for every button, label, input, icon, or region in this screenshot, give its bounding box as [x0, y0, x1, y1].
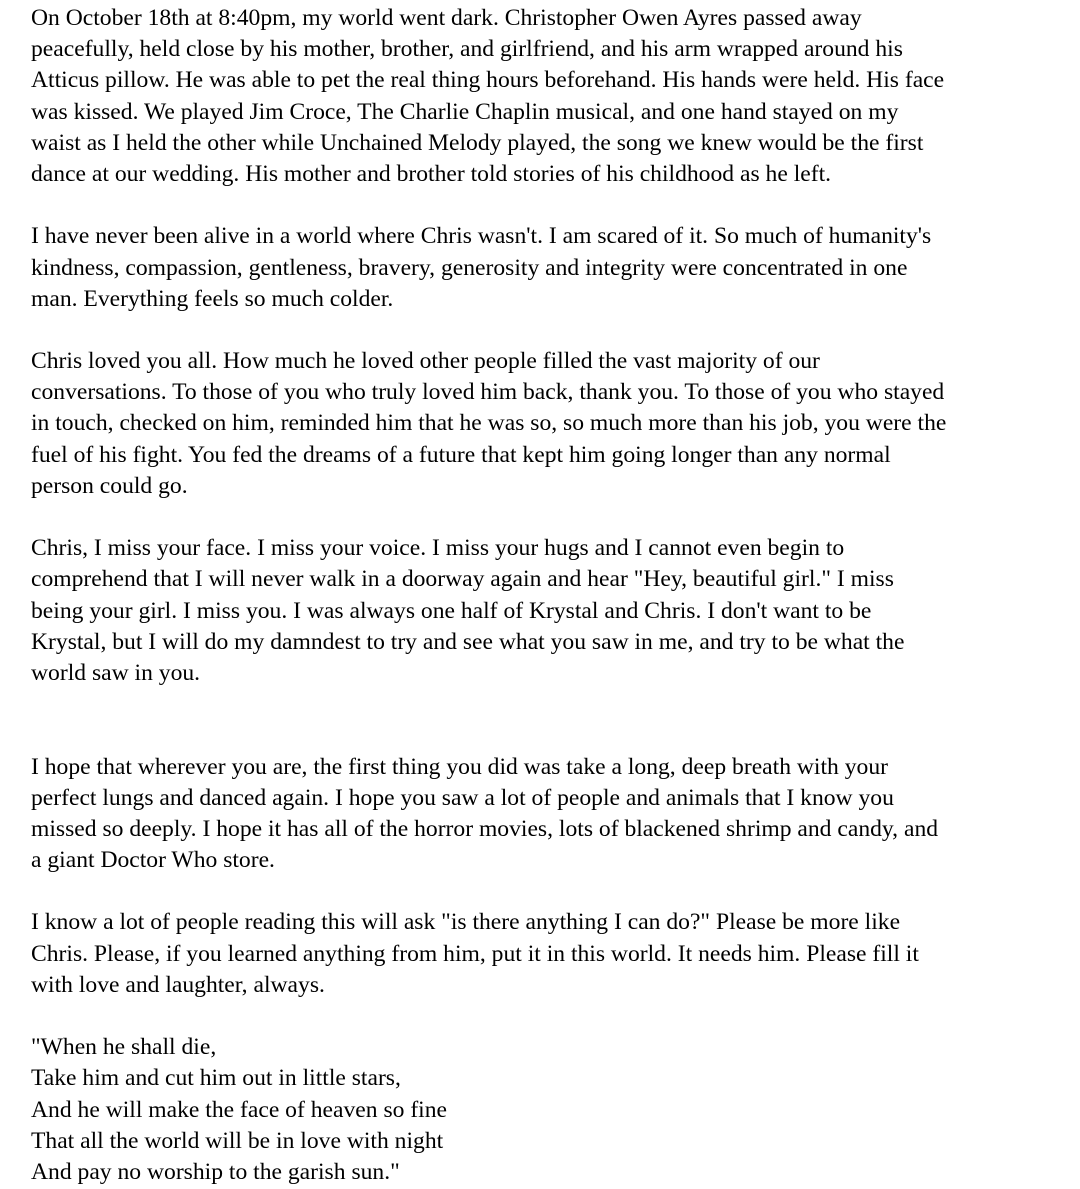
text-line: was kissed. We played Jim Croce, The Charlie Chaplin musical, and one hand stayed on my — [31, 98, 899, 125]
text-line: Krystal, but I will do my damndest to try and see what you saw in me, and try to be what the — [31, 628, 905, 655]
poem-line: Take him and cut him out in little stars, — [31, 1065, 401, 1092]
text-line: man. Everything feels so much colder. — [31, 285, 394, 312]
text-line: kindness, compassion, gentleness, bravery, generosity and integrity were concentrated in one — [31, 254, 908, 281]
text-line: being your girl. I miss you. I was always one half of Krystal and Chris. I don't want to be — [31, 597, 872, 624]
text-line: world saw in you. — [31, 659, 201, 686]
paragraph-request — [31, 907, 1061, 1001]
document-page — [31, 3, 1061, 1188]
text-line: dance at our wedding. His mother and brother told stories of his childhood as he left. — [31, 160, 832, 187]
text-line: Atticus pillow. He was able to pet the real thing hours beforehand. His hands were held. His face — [31, 67, 945, 94]
text-line: peacefully, held close by his mother, brother, and girlfriend, and his arm wrapped around his — [31, 36, 903, 63]
text-line: Chris. Please, if you learned anything from him, put it in this world. It needs him. Please fill it — [31, 940, 919, 967]
paragraph-spacer — [31, 1001, 1061, 1032]
text-line: in touch, checked on him, reminded him that he was so, so much more than his job, you were the — [31, 410, 947, 437]
text-line: missed so deeply. I hope it has all of the horror movies, lots of blackened shrimp and candy, and — [31, 815, 939, 842]
paragraph-thanks — [31, 346, 1061, 502]
poem-quote — [31, 1032, 1061, 1188]
paragraph-miss-you — [31, 533, 1061, 689]
poem-line: And pay no worship to the garish sun." — [31, 1158, 400, 1185]
text-line: Chris loved you all. How much he loved other people filled the vast majority of our — [31, 348, 820, 375]
poem-line: And he will make the face of heaven so fine — [31, 1096, 448, 1123]
text-line: a giant Doctor Who store. — [31, 847, 275, 874]
paragraph-spacer — [31, 190, 1061, 221]
text-line: conversations. To those of you who truly loved him back, thank you. To those of you who stayed — [31, 379, 945, 406]
text-line: comprehend that I will never walk in a doorway again and hear "Hey, beautiful girl." I miss — [31, 566, 894, 593]
text-line: perfect lungs and danced again. I hope you saw a lot of people and animals that I know you — [31, 784, 894, 811]
paragraph-world — [31, 221, 1061, 315]
text-line: Chris, I miss your face. I miss your voice. I miss your hugs and I cannot even begin to — [31, 535, 845, 562]
poem-line: That all the world will be in love with night — [31, 1127, 444, 1154]
text-line: fuel of his fight. You fed the dreams of a future that kept him going longer than any normal — [31, 441, 891, 468]
paragraph-spacer — [31, 502, 1061, 533]
text-line: I know a lot of people reading this will ask "is there anything I can do?" Please be more like — [31, 909, 901, 936]
paragraph-spacer — [31, 689, 1061, 751]
poem-line: "When he shall die, — [31, 1034, 217, 1061]
paragraph-spacer — [31, 876, 1061, 907]
text-line: waist as I held the other while Unchained Melody played, the song we knew would be the first — [31, 129, 924, 156]
text-line: I have never been alive in a world where Chris wasn't. I am scared of it. So much of humanity's — [31, 223, 932, 250]
text-line: with love and laughter, always. — [31, 971, 325, 998]
text-line: On October 18th at 8:40pm, my world went dark. Christopher Owen Ayres passed away — [31, 5, 862, 31]
paragraph-spacer — [31, 315, 1061, 346]
paragraph-passing — [31, 3, 1061, 190]
text-line: person could go. — [31, 472, 188, 499]
paragraph-hope — [31, 752, 1061, 877]
text-line: I hope that wherever you are, the first thing you did was take a long, deep breath with your — [31, 753, 888, 780]
